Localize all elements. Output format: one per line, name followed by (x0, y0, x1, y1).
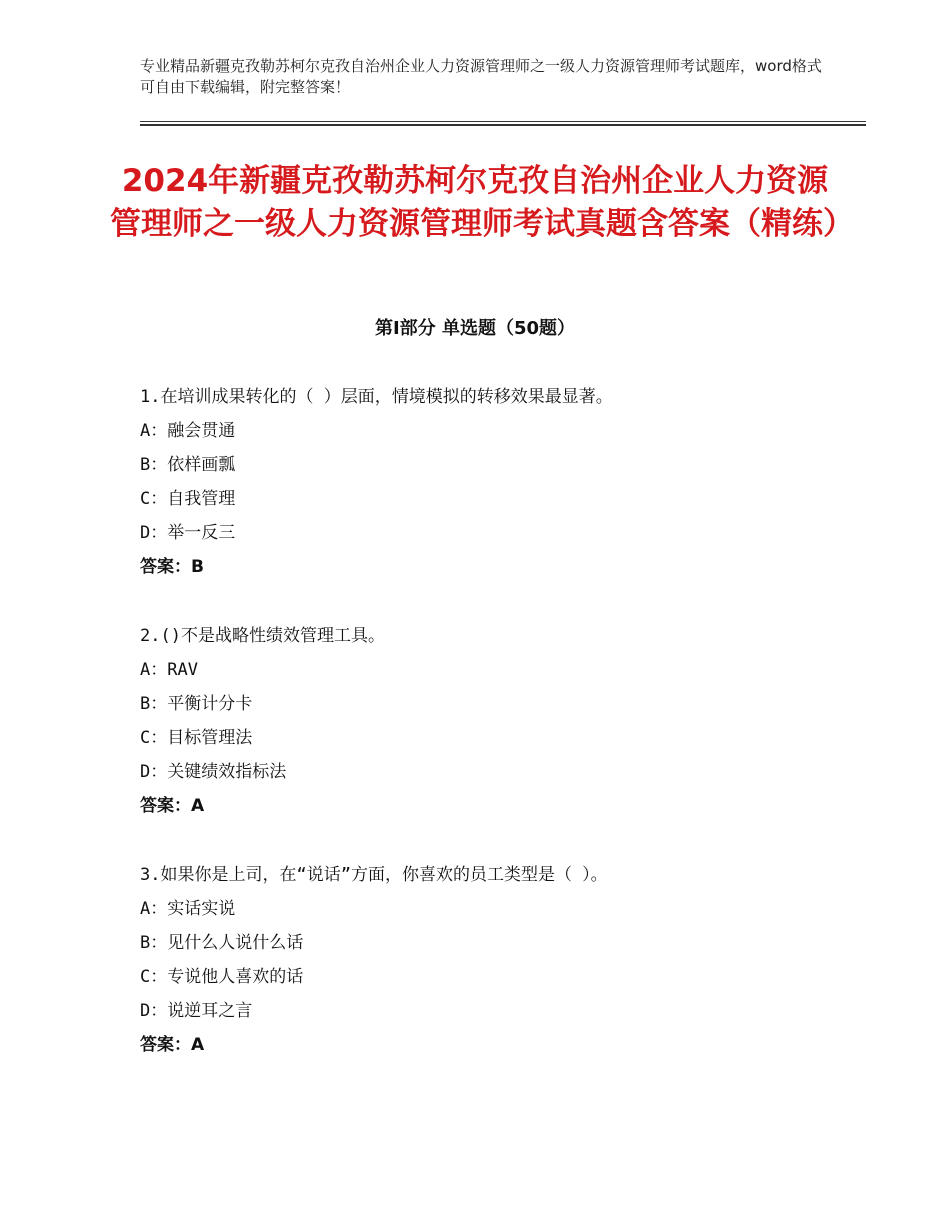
question-stem: 2.()不是战略性绩效管理工具。 (140, 626, 385, 646)
question-2 (140, 619, 840, 823)
option-b: B：见什么人说什么话 (140, 933, 304, 953)
option-a: A：实话实说 (140, 899, 236, 919)
question-3 (140, 858, 840, 1062)
answer: 答案：B (140, 557, 204, 577)
answer: 答案：A (140, 796, 205, 816)
document-title: 2024年新疆克孜勒苏柯尔克孜自治州企业人力资源管理师之一级人力资源管理师考试真题含答案（精练） (110, 163, 854, 242)
question-stem: 1.在培训成果转化的（ ）层面，情境模拟的转移效果最显著。 (140, 387, 613, 407)
question-1 (140, 380, 840, 584)
question-stem: 3.如果你是上司，在“说话”方面，你喜欢的员工类型是（ ）。 (140, 865, 608, 885)
option-a: A：融会贯通 (140, 421, 236, 441)
header-divider-thin (140, 121, 866, 122)
option-c: C：专说他人喜欢的话 (140, 967, 304, 987)
option-d: D：关键绩效指标法 (140, 762, 287, 782)
option-d: D：说逆耳之言 (140, 1001, 253, 1021)
header-divider-thick (140, 124, 866, 126)
option-a: A：RAV (140, 660, 198, 680)
option-d: D：举一反三 (140, 523, 236, 543)
header-note: 专业精品新疆克孜勒苏柯尔克孜自治州企业人力资源管理师之一级人力资源管理师考试题库，word格式可自由下载编辑，附完整答案！ (140, 57, 822, 96)
answer: 答案：A (140, 1035, 205, 1055)
option-c: C：目标管理法 (140, 728, 253, 748)
section-title: 第Ⅰ部分 单选题（50题） (374, 318, 575, 339)
option-b: B：平衡计分卡 (140, 694, 253, 714)
option-b: B：依样画瓢 (140, 455, 236, 475)
option-c: C：自我管理 (140, 489, 236, 509)
